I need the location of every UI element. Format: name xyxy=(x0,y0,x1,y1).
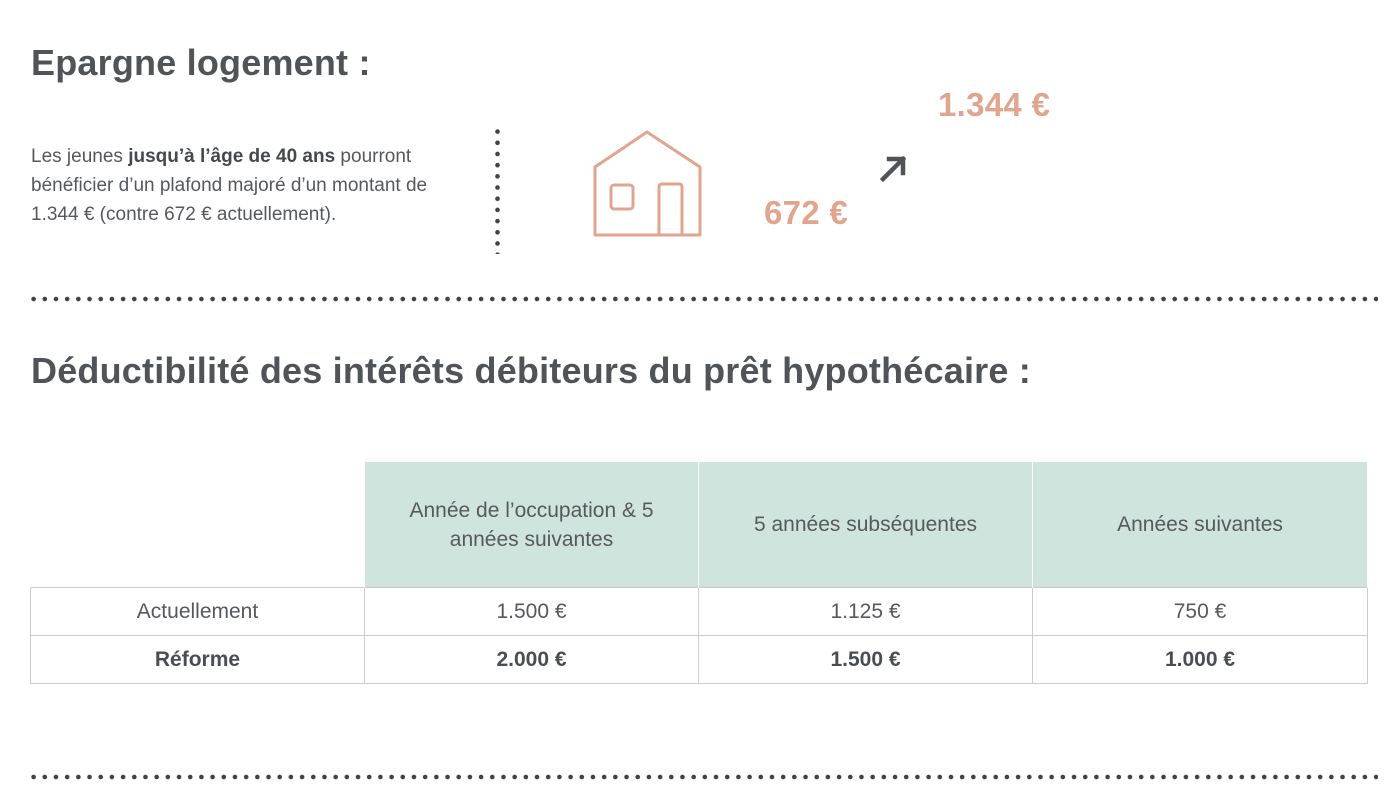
horizontal-dotted-divider xyxy=(28,774,1378,780)
table-header-cell: Années suivantes xyxy=(1033,462,1368,588)
amount-current: 672 € xyxy=(764,194,849,231)
intro-text-bold: jusqu’à l’âge de 40 ans xyxy=(128,146,336,167)
intro-text xyxy=(31,142,471,229)
table-cell: 1.500 € xyxy=(365,588,699,636)
section-title: Déductibilité des intérêts débiteurs du prêt hypothécaire : xyxy=(31,350,1031,391)
table-header-cell: Année de l’occupation & 5 années suivantes xyxy=(365,462,699,588)
table-cell: 1.125 € xyxy=(699,588,1033,636)
row-label: Réforme xyxy=(31,636,365,684)
deduction-table xyxy=(30,462,1368,684)
intro-text-start: Les jeunes xyxy=(31,146,129,167)
row-label: Actuellement xyxy=(31,588,365,636)
table-cell: 2.000 € xyxy=(365,636,699,684)
horizontal-dotted-divider xyxy=(28,296,1378,302)
table-cell: 1.500 € xyxy=(699,636,1033,684)
arrow-up-right-icon xyxy=(878,152,910,184)
page-title: Epargne logement : xyxy=(31,42,371,83)
house-icon xyxy=(590,128,706,240)
vertical-dotted-divider xyxy=(495,126,500,254)
intro-text-end: pourront bénéficier d’un plafond majoré d’un montant de 1.344 € (contre 672 € actuellement). xyxy=(31,146,428,225)
table-header-cell: 5 années subséquentes xyxy=(699,462,1033,588)
table-cell: 1.000 € xyxy=(1033,636,1368,684)
table-cell: 750 € xyxy=(1033,588,1368,636)
table-header-empty xyxy=(31,462,365,588)
amount-new: 1.344 € xyxy=(938,86,1051,123)
table-row xyxy=(31,588,1368,636)
table-row xyxy=(31,636,1368,684)
table-header-row xyxy=(31,462,1368,588)
